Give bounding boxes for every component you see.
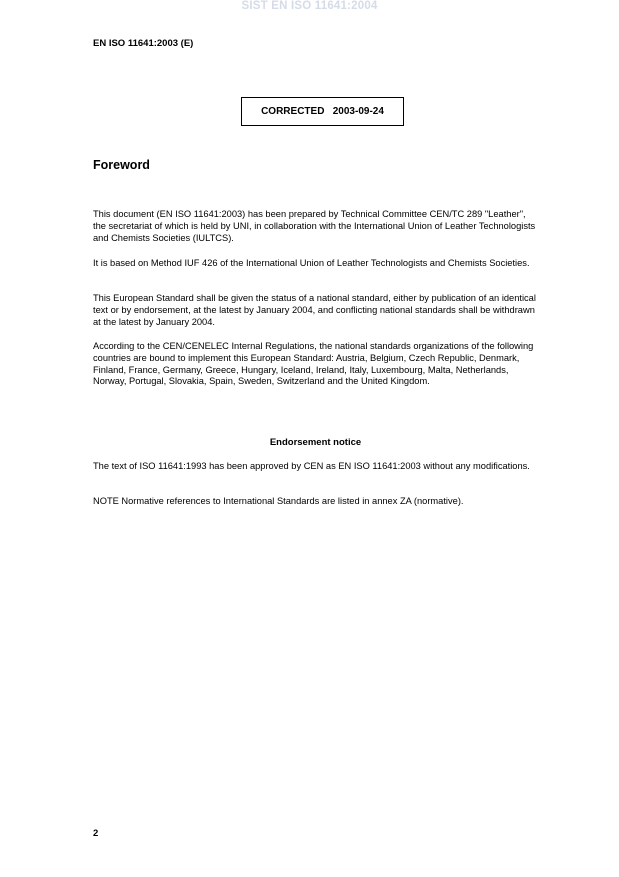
foreword-heading: Foreword: [93, 158, 150, 172]
foreword-paragraph-2: It is based on Method IUF 426 of the International Union of Leather Technologists and Chemists Societies.: [93, 258, 530, 268]
document-id: EN ISO 11641:2003 (E): [93, 38, 194, 49]
foreword-paragraph-4: According to the CEN/CENELEC Internal Regulations, the national standards organizations of the following countries are bound to implement this European Standard: Austria, Belgium, Czech Republic, Denmark, Finland, France, Germany, Greece, Hungary, Iceland, Ireland, Italy, Luxembourg, Malta, Netherlands, Norway, Portugal, Slovakia, Spain, Sweden, Switzerland and the United Kingdom.: [93, 341, 534, 387]
endorsement-text: The text of ISO 11641:1993 has been approved by CEN as EN ISO 11641:2003 without any modifications.: [93, 461, 530, 471]
page-number: 2: [93, 828, 99, 839]
corrected-stamp: CORRECTED 2003-09-24: [241, 97, 404, 126]
watermark-text: SIST EN ISO 11641:2004: [241, 0, 378, 12]
foreword-paragraph-3: This European Standard shall be given the status of a national standard, either by publication of an identical text or by endorsement, at the latest by January 2004, and conflicting national standards shall be withdrawn at the latest by January 2004.: [93, 293, 536, 327]
endorsement-note: NOTE Normative references to International Standards are listed in annex ZA (normative).: [93, 496, 464, 506]
foreword-paragraph-1: This document (EN ISO 11641:2003) has been prepared by Technical Committee CEN/TC 289 "Leather", the secretariat of which is held by UNI, in collaboration with the International Union of Leather Technologists and Chemists Societies (IULTCS).: [93, 209, 536, 243]
endorsement-heading: Endorsement notice: [269, 437, 362, 448]
